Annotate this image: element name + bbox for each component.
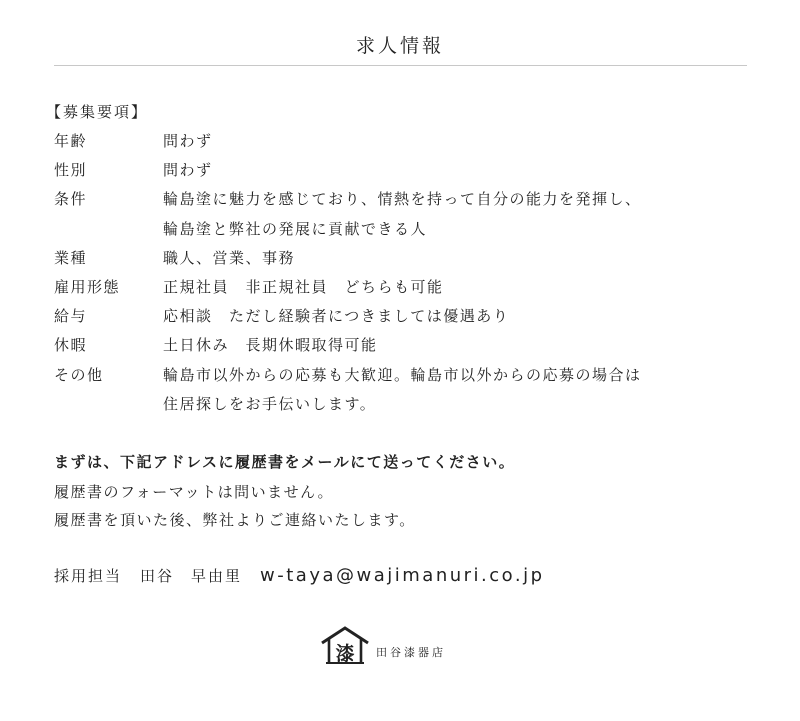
req-value xyxy=(163,156,754,185)
company-logo xyxy=(320,626,446,664)
req-row-job-type xyxy=(54,244,754,273)
req-label: 性別 xyxy=(54,161,88,180)
req-row-gender xyxy=(54,156,754,185)
contact-label: 採用担当 xyxy=(54,567,123,585)
req-row-employment-type xyxy=(54,273,754,302)
house-lacquer-logo-icon xyxy=(320,626,370,664)
req-value xyxy=(163,244,754,273)
req-label: 年齢 xyxy=(54,132,88,150)
req-row-conditions xyxy=(54,185,754,243)
req-label: 雇用形態 xyxy=(54,278,121,297)
logo-mark-char: 漆 xyxy=(335,643,355,664)
req-label: 条件 xyxy=(54,190,88,209)
req-value-line: 住居探しをお手伝いします。 xyxy=(163,394,377,413)
req-value-line: 正規社員 非正規社員 どちらも可能 xyxy=(163,278,444,297)
req-value xyxy=(163,361,754,419)
req-row-salary xyxy=(54,302,754,331)
requirements-list xyxy=(54,127,754,419)
resume-format-note: 履歴書のフォーマットは問いません。 xyxy=(54,483,335,501)
req-value xyxy=(163,331,754,360)
req-value-line: 輪島市以外からの応募も大歓迎。輪島市以外からの応募の場合は xyxy=(163,365,642,384)
req-label: 給与 xyxy=(54,307,88,326)
req-row-other xyxy=(54,361,754,419)
req-value-line: 問わず xyxy=(163,132,213,150)
req-value-line: 輪島塗と弊社の発展に貢献できる人 xyxy=(163,219,428,238)
req-row-holidays xyxy=(54,331,754,360)
title-divider xyxy=(54,65,747,66)
req-label: その他 xyxy=(54,365,104,384)
req-value-line: 応相談 ただし経験者につきましては優遇あり xyxy=(163,307,510,326)
req-row-age xyxy=(54,127,754,156)
req-value-line: 土日休み 長期休暇取得可能 xyxy=(163,336,378,355)
page-title: 求人情報 xyxy=(355,35,444,57)
req-value-line: 輪島塗に魅力を感じており、情熱を持って自分の能力を発揮し、 xyxy=(163,190,642,209)
req-value-line: 問わず xyxy=(163,161,213,180)
contact-followup-note: 履歴書を頂いた後、弊社よりご連絡いたします。 xyxy=(54,511,416,529)
contact-info xyxy=(54,565,545,586)
company-name: 田谷漆器店 xyxy=(376,646,446,659)
req-label: 業種 xyxy=(54,248,88,267)
req-value-line: 職人、営業、事務 xyxy=(163,248,296,267)
application-instruction: まずは、下記アドレスに履歴書をメールにて送ってください。 xyxy=(54,453,516,471)
req-value xyxy=(163,127,754,156)
section-heading: 【募集要項】 xyxy=(46,103,149,121)
contact-email-link[interactable]: w-taya@wajimanuri.co.jp xyxy=(260,565,545,586)
req-label: 休暇 xyxy=(54,336,88,355)
contact-name: 田谷 早由里 xyxy=(140,567,243,585)
req-value xyxy=(163,273,754,302)
req-value xyxy=(163,185,754,243)
req-value xyxy=(163,302,754,331)
